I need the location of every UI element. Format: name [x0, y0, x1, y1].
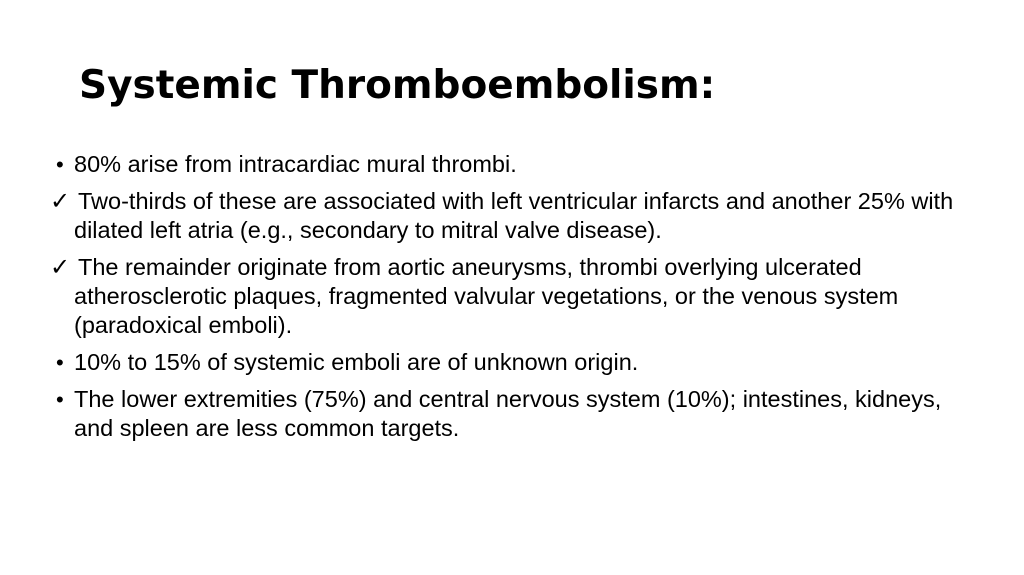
bullet-item	[50, 150, 985, 179]
bullet-dot-icon: •	[56, 152, 64, 177]
bullet-item	[50, 385, 985, 443]
bullet-item	[50, 348, 985, 377]
checkmark-icon: ✓	[50, 187, 71, 215]
bullet-item	[50, 253, 985, 340]
bullet-dot-icon: •	[56, 387, 64, 412]
bullet-dot-icon: •	[56, 350, 64, 375]
bullet-list	[50, 150, 985, 451]
bullet-text: 10% to 15% of systemic emboli are of unknown origin.	[74, 349, 639, 375]
bullet-text: The remainder originate from aortic aneurysms, thrombi overlying ulcerated atherosclerotic plaques, fragmented valvular vegetations, or the venous system (paradoxical emboli).	[74, 254, 899, 338]
bullet-text: 80% arise from intracardiac mural thrombi.	[74, 151, 517, 177]
bullet-text: Two-thirds of these are associated with left ventricular infarcts and another 25% with dilated left atria (e.g., secondary to mitral valve disease).	[74, 188, 954, 243]
slide-title: Systemic Thromboembolism:	[79, 63, 716, 108]
checkmark-icon: ✓	[50, 253, 71, 281]
bullet-text: The lower extremities (75%) and central nervous system (10%); intestines, kidneys, and spleen are less common targets.	[74, 386, 942, 441]
bullet-item	[50, 187, 985, 245]
